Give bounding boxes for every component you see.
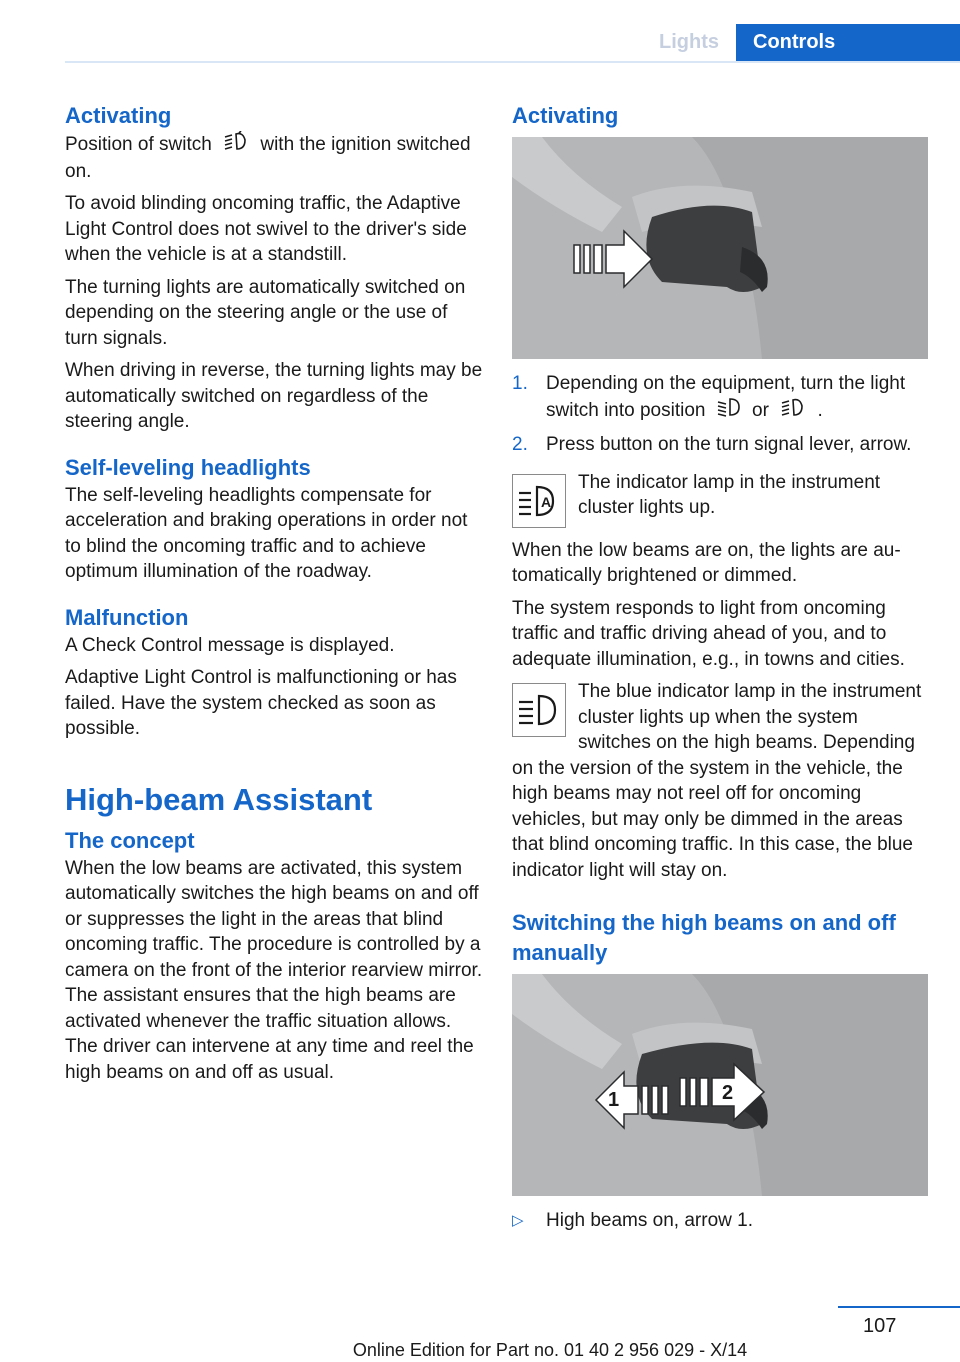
malfunction-paragraph-1: A Check Control message is displayed. <box>65 634 395 656</box>
activating-p1-end: with the ignition switched on. <box>65 133 471 182</box>
svg-text:A: A <box>541 493 552 510</box>
right-paragraph-2: The system responds to light from oncoming traffic and traffic driving ahead of you, and to adequate illumination, e.g., in towns and cities. <box>512 597 905 670</box>
indicator-note-1-text: The indicator lamp in the instrument cluster lights up. <box>578 471 881 518</box>
page-number: 107 <box>863 1315 897 1337</box>
right-column <box>512 101 930 1234</box>
step-1-end: . <box>817 399 823 421</box>
activating-paragraph-2: To avoid blinding oncoming traffic, the Adaptive Light Control does not swivel to the driver's side when the vehicle is at a standstill. <box>65 193 467 265</box>
activating-heading-right: Activating <box>512 103 619 128</box>
adaptive-light-icon <box>780 397 806 425</box>
arrow-label-1: 1 <box>608 1089 620 1111</box>
self-leveling-paragraph: The self-leveling headlights compensate for acceleration and braking operations in order not to blind the oncoming traffic and to achieve optimum illumination of the roadway. <box>65 484 468 582</box>
indicator-note-2 <box>512 679 930 890</box>
steps-list <box>512 371 930 458</box>
manual-switching-heading: Switching the high beams on and off manually <box>512 910 896 965</box>
malfunction-heading: Malfunction <box>65 604 189 630</box>
step-text <box>546 371 930 424</box>
high-beam-assistant-indicator-icon <box>512 474 566 528</box>
footer-rule <box>838 1306 960 1308</box>
tab-lights[interactable]: Lights <box>659 31 719 53</box>
right-paragraph-1: When the low beams are on, the lights are automatically brightened or dimmed. <box>512 539 901 586</box>
step-1-text: Depending on the equipment, turn the light switch into position <box>546 373 906 421</box>
adaptive-light-switch-icon <box>223 131 249 159</box>
bullet-item <box>512 1208 930 1234</box>
indicator-note-1 <box>512 470 930 530</box>
turn-signal-lever-figure-1 <box>512 137 928 359</box>
high-beam-indicator-icon <box>512 683 566 737</box>
activating-p1-start: Position of switch <box>65 133 212 155</box>
turn-signal-lever-figure-2 <box>512 974 928 1196</box>
step-text: Press button on the turn signal lever, arrow. <box>546 434 912 455</box>
indicator-note-2-text: The blue indicator lamp in the instrument cluster lights up when the system switches on the high beams. Depending on the version of the system in the vehicle, the high beams may not reel off for oncoming vehicles, but may only be dimmed in the areas that blind oncoming traffic. In this case, the blue indicator light will stay on. <box>512 681 922 881</box>
activating-paragraph-1 <box>65 131 483 184</box>
activating-paragraph-3: The turning lights are automatically switched on depending on the steering angle or the use of turn signals. <box>65 276 466 349</box>
arrow-label-2: 2 <box>722 1082 734 1104</box>
bullet-text: High beams on, arrow 1. <box>546 1210 753 1231</box>
header-tabs <box>642 24 960 61</box>
self-leveling-heading: Self-leveling headlights <box>65 454 311 480</box>
concept-heading: The concept <box>65 827 195 853</box>
activating-paragraph-4: When driving in reverse, the turning lights may be automatically switched on regardless of the steering angle. <box>65 360 483 432</box>
high-beam-assistant-heading: High-beam Assistant <box>65 781 373 817</box>
activating-heading: Activating <box>65 103 172 128</box>
footer-edition: Online Edition for Part no. 01 40 2 956 029 - X/14 <box>352 1340 748 1360</box>
low-beam-icon <box>717 397 741 425</box>
concept-paragraph: When the low beams are activated, this system automatically switches the high beams on and off or suppresses the light in the areas that blind oncoming traffic. The procedure is controlled by a camera on the front of the interior rearview mirror. The assistant ensures that the high beams are activated whenever the traffic situation allows. The driver can intervene at any time and reel the high beams on and off as usual. <box>65 857 483 1083</box>
triangle-bullet-icon: ▷ <box>512 1212 524 1229</box>
step-1-or: or <box>752 399 769 421</box>
step-number: 2. <box>512 434 528 455</box>
header-rule <box>65 61 960 63</box>
tab-controls[interactable]: Controls <box>736 24 960 61</box>
step-number: 1. <box>512 373 528 394</box>
left-column <box>65 101 483 1092</box>
list-item <box>512 371 930 424</box>
malfunction-paragraph-2: Adaptive Light Control is malfunctioning or has failed. Have the system checked as soon as possible. <box>65 667 457 739</box>
list-item <box>512 432 930 458</box>
